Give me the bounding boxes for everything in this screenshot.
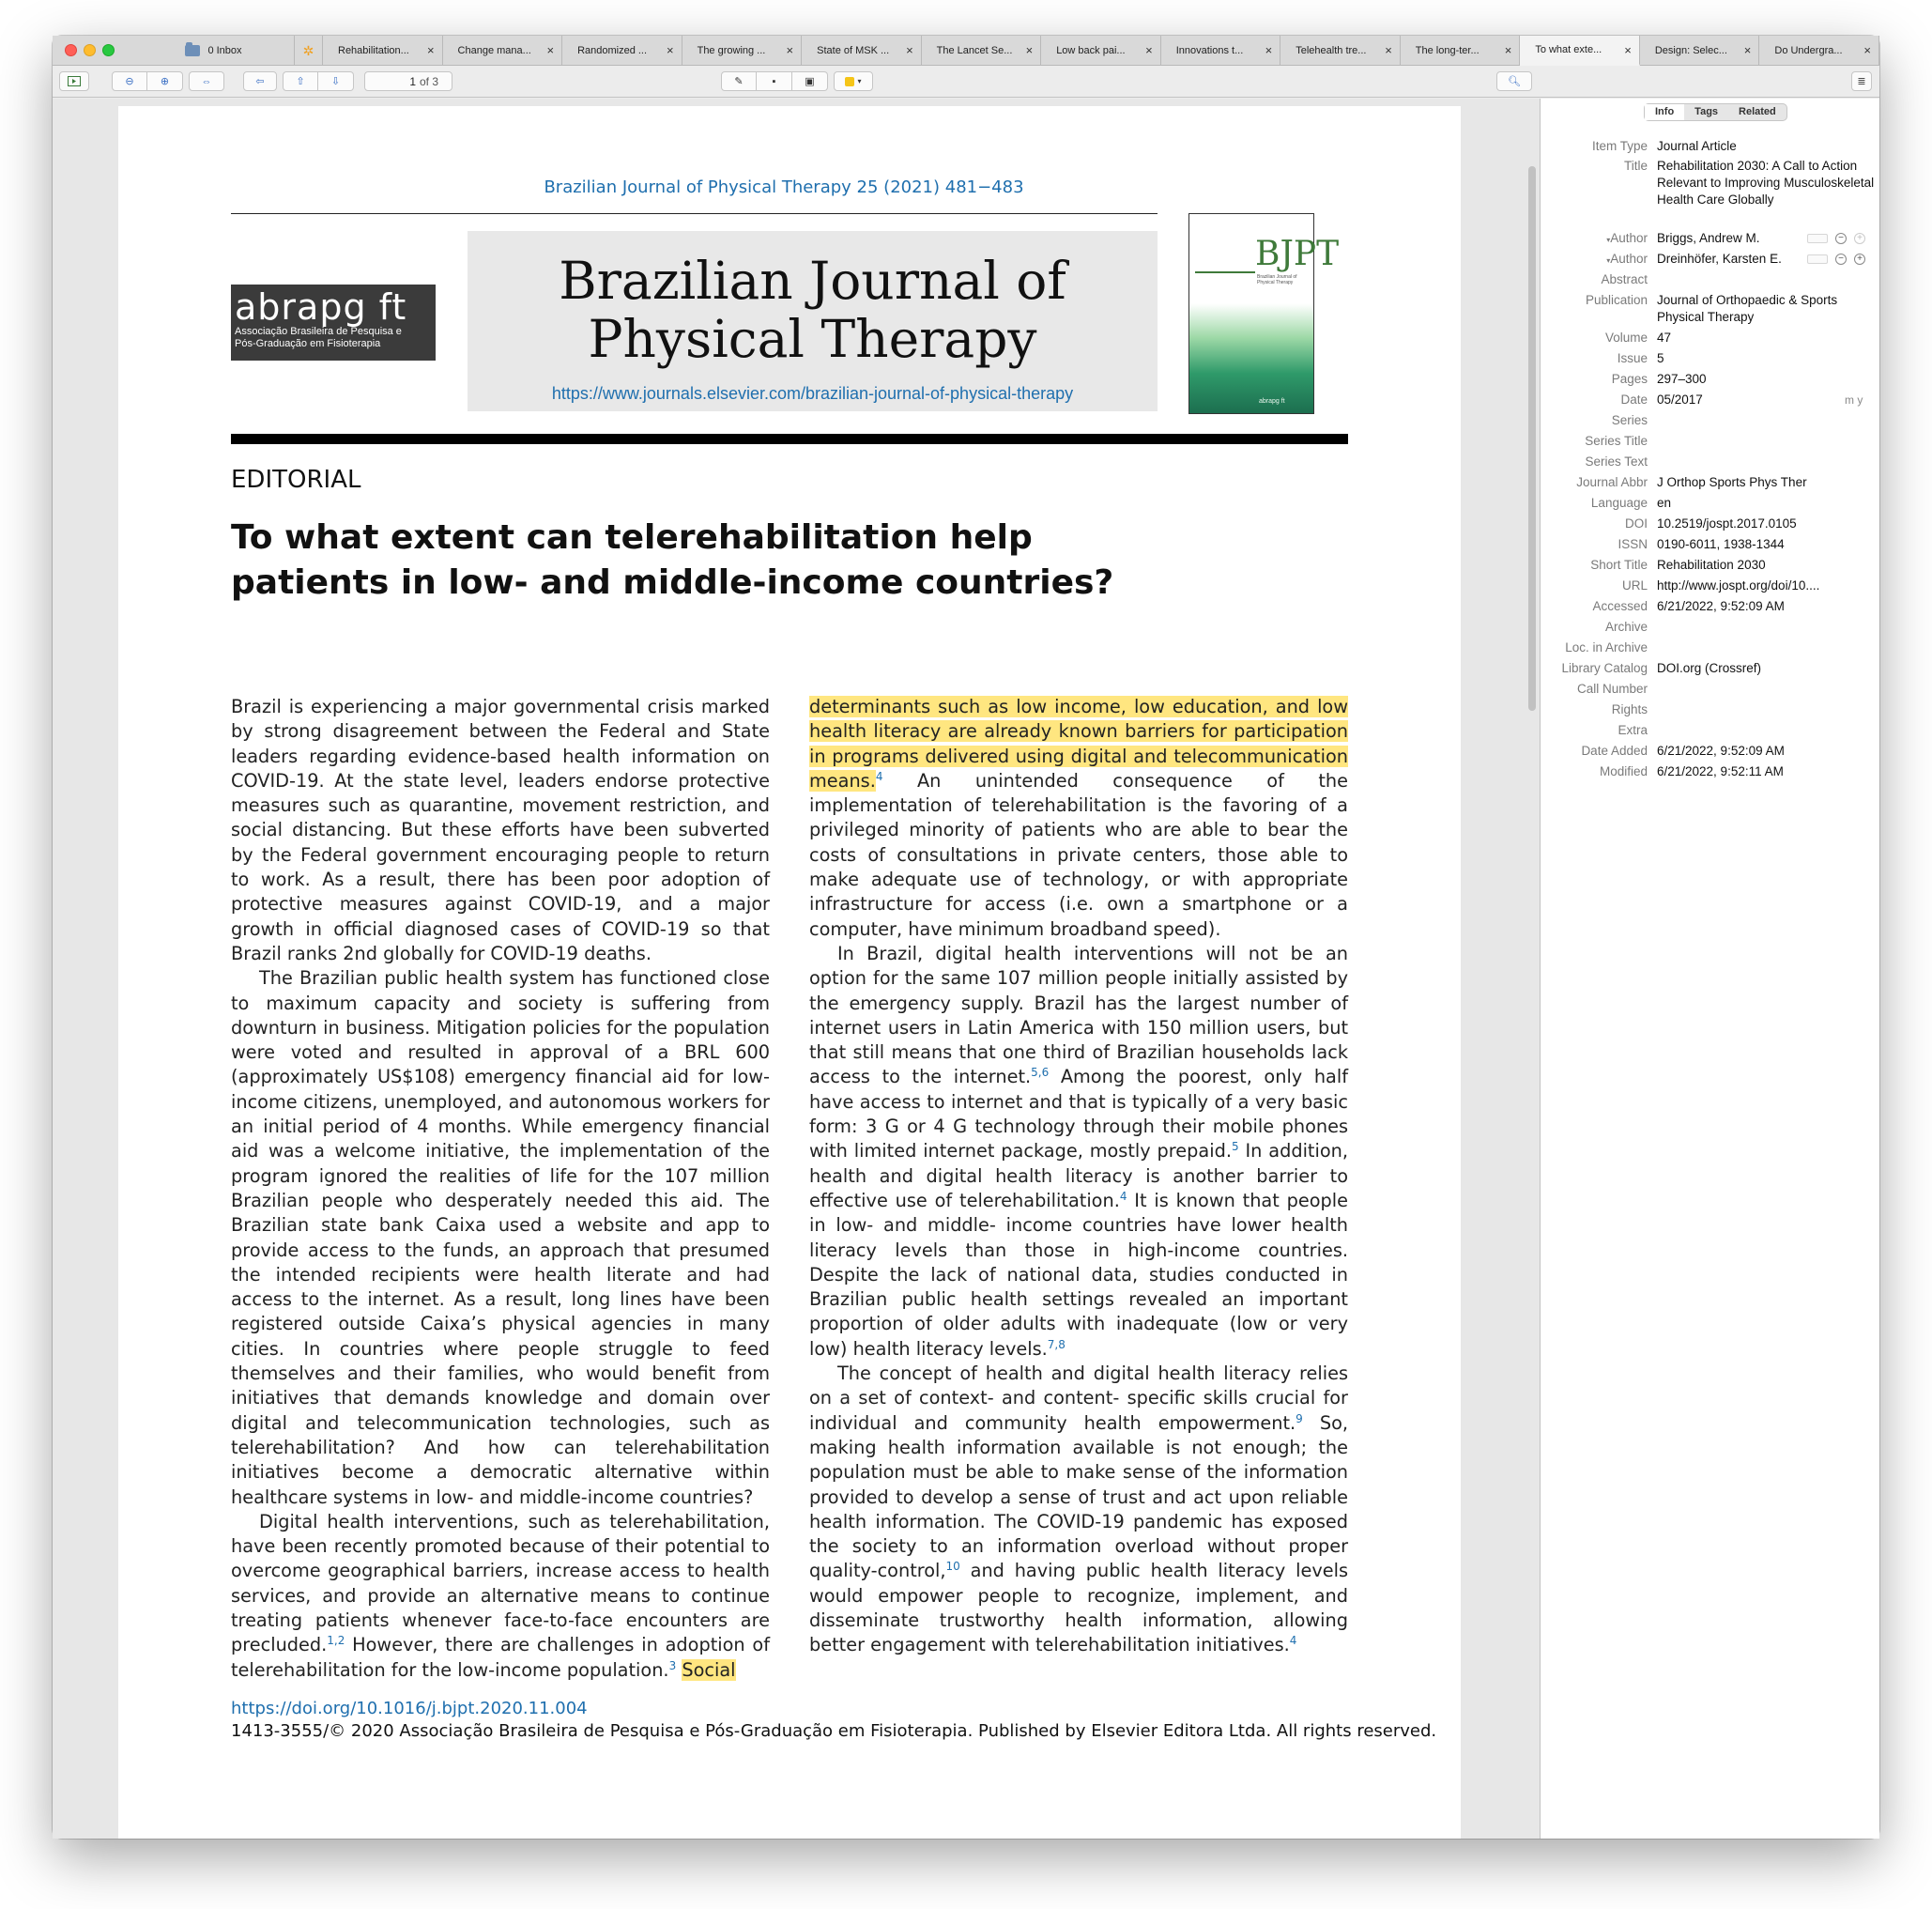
field-label: Library Catalog xyxy=(1561,661,1648,675)
field-label: Loc. in Archive xyxy=(1565,640,1648,654)
field-value: 6/21/2022, 9:52:09 AM xyxy=(1657,744,1785,758)
field-label: Volume xyxy=(1604,331,1648,345)
field-value[interactable]: Journal Article xyxy=(1657,139,1737,153)
journal-url-link[interactable]: https://www.journals.elsevier.com/brazilian-journal-of-physical-therapy xyxy=(551,384,1074,403)
field-value[interactable]: 5 xyxy=(1657,351,1664,365)
logo-subtitle: Associação Brasileira de Pesquisa e xyxy=(235,326,402,337)
tab-item[interactable] xyxy=(802,36,922,66)
tab-bar xyxy=(53,36,1879,66)
paragraph-text: In Brazil, digital health interventions will not be an option for the same 107 million people initially assisted by the emergency supply. Brazil has the largest number of internet users in Latin America with 150 million users, but that still means that one third of Brazilian households lack access to the internet. xyxy=(809,942,1348,1088)
author-label: Author xyxy=(1610,231,1648,245)
field-label: Date Added xyxy=(1581,744,1648,758)
close-tab-icon[interactable]: × xyxy=(1025,43,1034,57)
citation-link[interactable]: 4 xyxy=(1119,1189,1127,1203)
annotation-color-picker[interactable] xyxy=(834,71,873,91)
paragraph: Brazil is experiencing a major governmental crisis marked by strong disagreement between the Federal and State leaders regarding evidence-based health information on COVID-19. At the state level, leaders endorse protective measures such as quarantine, movement restriction, and social distancing. But these efforts have been subverted by the Federal government encouraging people to return to work. As a result, there has been poor adoption of protective measures against COVID-19, and a major growth in official diagnosed cases of COVID-19 so that Brazil ranks 2nd globally for COVID-19 deaths. xyxy=(231,696,770,964)
close-tab-icon[interactable]: × xyxy=(426,43,435,57)
highlight-annotation[interactable]: Social xyxy=(682,1658,736,1681)
citation-link[interactable]: 10 xyxy=(945,1560,960,1574)
field-value[interactable]: Dreinhöfer, Karsten E. xyxy=(1657,252,1782,266)
area-select-icon: ▣ xyxy=(805,76,815,87)
cover-rule xyxy=(1195,271,1255,273)
field-label: Issue xyxy=(1617,351,1648,365)
field-value[interactable]: en xyxy=(1657,496,1672,510)
field-label: ISSN xyxy=(1618,537,1648,551)
field-value[interactable]: 10.2519/jospt.2017.0105 xyxy=(1657,516,1797,531)
page-number-input[interactable] xyxy=(364,71,452,91)
tab-item[interactable] xyxy=(323,36,443,66)
close-tab-icon[interactable]: × xyxy=(546,43,555,57)
masthead-rule xyxy=(231,434,1348,444)
minimize-window-button[interactable] xyxy=(84,44,96,56)
field-label: Series Title xyxy=(1585,434,1648,448)
reader-toolbar xyxy=(53,66,1879,98)
app-window xyxy=(53,36,1879,1839)
paragraph-text: Among the poorest, only half have access to internet and that is typically of a very basic form: 3 G or 4 G technology through their mobile phones with limited internet package, mostly prepaid. xyxy=(809,1066,1349,1162)
tab-label: Innovations t... xyxy=(1175,45,1244,56)
add-author-icon[interactable]: + xyxy=(1854,233,1865,244)
tab-item[interactable] xyxy=(1759,36,1879,66)
citation-link[interactable]: 9 xyxy=(1296,1411,1303,1425)
vertical-scrollbar[interactable] xyxy=(1528,166,1536,711)
paragraph-text: However, there are challenges in adoption of telerehabilitation for the low-income population. xyxy=(231,1634,770,1681)
zoom-window-button[interactable] xyxy=(102,44,115,56)
close-tab-icon[interactable]: × xyxy=(1145,43,1153,57)
pdf-page xyxy=(118,106,1461,1839)
disclosure-icon[interactable]: ▾ xyxy=(1606,256,1611,265)
tab-item[interactable] xyxy=(1401,36,1521,66)
article-title: To what extent can telerehabilitation help patients in low- and middle-income countries? xyxy=(231,518,1114,602)
search-button[interactable] xyxy=(1496,71,1532,91)
page-current: 1 xyxy=(409,74,416,88)
tab-library[interactable] xyxy=(133,36,295,66)
paragraph-text: In addition, health and digital health literacy is another barrier to effective use of telerehabilitation. xyxy=(809,1140,1348,1211)
field-label: Title xyxy=(1623,159,1648,173)
pencil-icon: ✎ xyxy=(734,76,744,87)
paragraph-text: Digital health interventions, such as telerehabilitation, have been recently promoted because of their potential to overcome geographical barriers, increase access to health services, and provide an alternative means to continue treating patients whenever face-to-face encounters are precluded. xyxy=(231,1510,770,1656)
close-tab-icon[interactable]: × xyxy=(1624,43,1632,57)
field-label: Abstract xyxy=(1601,272,1648,286)
field-label: Journal Abbr xyxy=(1576,475,1648,489)
tab-item[interactable] xyxy=(562,36,682,66)
fit-width-button[interactable] xyxy=(189,71,224,91)
tab-info[interactable]: Info xyxy=(1645,104,1684,120)
doi-link[interactable]: https://doi.org/10.1016/j.bjpt.2020.11.004 xyxy=(231,1699,588,1718)
zoom-in-icon: ⊕ xyxy=(160,76,170,87)
previous-page-button[interactable] xyxy=(283,71,318,91)
author-label: Author xyxy=(1610,252,1648,266)
tab-label: Change mana... xyxy=(457,45,531,56)
field-label[interactable]: URL xyxy=(1621,578,1648,593)
field-value[interactable]: 297–300 xyxy=(1657,372,1707,386)
fit-width-icon: ⇔ xyxy=(201,75,212,87)
pane-tab-switcher xyxy=(1644,103,1787,121)
search-icon: 🔍︎ xyxy=(1508,76,1521,87)
cover-subtitle: Brazilian Journal of Physical Therapy xyxy=(1257,274,1297,285)
paragraph-text: and having public health literacy levels would empower people to recognize, implement, and disseminate trustworthy health information, allowing better engagement with telerehabilitation initiatives. xyxy=(809,1560,1348,1656)
field-label: Call Number xyxy=(1576,682,1648,696)
item-info-pane xyxy=(1540,99,1879,1839)
field-value[interactable]: Briggs, Andrew M. xyxy=(1657,231,1760,245)
field-value[interactable]: 0190-6011, 1938-1344 xyxy=(1657,537,1785,551)
toggle-sidebar-button[interactable] xyxy=(59,71,89,91)
tab-item[interactable] xyxy=(443,36,563,66)
tab-item[interactable] xyxy=(1041,36,1161,66)
tab-label: Low back pai... xyxy=(1056,45,1126,56)
journal-banner xyxy=(468,231,1158,411)
citation-link[interactable]: 1,2 xyxy=(327,1634,345,1648)
field-label: Date xyxy=(1620,393,1648,407)
paragraph-text: The concept of health and digital health literacy relies on a set of context- and content- specific skills crucial for individual and community health empowerment. xyxy=(809,1362,1348,1434)
field-label: Publication xyxy=(1585,293,1648,307)
note-icon: ▪ xyxy=(772,75,776,87)
pdf-reader[interactable] xyxy=(53,99,1540,1839)
paragraph-text: It is known that people in low- and middle- income countries have lower health literacy levels than those in high-income countries. Despite the lack of national data, studies conducted in Brazilian public health settings revealed an important proportion of older adults with inadequate (low or very low) health literacy levels. xyxy=(809,1189,1348,1360)
paragraph-text: So, making health information available is not enough; the population must be able to make sense of the information provided to develop a sense of trust and act upon reliable health information. The COVID-19 pandemic has exposed the society to an information overload without proper quality-control, xyxy=(809,1411,1348,1582)
field-label: Extra xyxy=(1618,723,1648,737)
creator-mode-toggle[interactable] xyxy=(1807,254,1828,264)
field-label: Short Title xyxy=(1590,558,1648,572)
field-label: Pages xyxy=(1611,372,1648,386)
note-tool-button[interactable] xyxy=(757,71,792,91)
cover-title: BJPT xyxy=(1255,235,1340,273)
field-label: Series xyxy=(1611,413,1648,427)
tab-label: To what exte... xyxy=(1535,44,1602,55)
field-value[interactable]: Journal of Orthopaedic & Sports Physical Therapy xyxy=(1657,293,1838,324)
close-tab-icon[interactable]: × xyxy=(1504,43,1512,57)
close-tab-icon[interactable]: × xyxy=(1385,43,1392,57)
remove-author-icon[interactable]: − xyxy=(1835,254,1847,265)
pin-tab-icon[interactable]: ✲ xyxy=(295,36,323,66)
citation-link[interactable]: 3 xyxy=(668,1658,677,1672)
arrow-left-icon: ⇦ xyxy=(255,76,265,87)
arrow-down-icon: ⇩ xyxy=(330,76,341,87)
area-tool-button[interactable] xyxy=(792,71,828,91)
tab-item[interactable] xyxy=(1280,36,1401,66)
date-format-hint: m y xyxy=(1845,393,1863,407)
paragraph: The Brazilian public health system has functioned close to maximum capacity and society is suffering from downturn in business. Mitigation policies for the population were voted and resulted in approval of a BRL 600 (approximately US$108) emergency financial aid for low-income citizens, unemployed, and autonomous workers for an initial period of 4 months. While emergency financial aid was a welcome initiative, the implementation of the program ignored the realities of life for the 107 million Brazilian people who desperately needed this aid. The Brazilian state bank Caixa used a website and app to provide access to the funds, an approach that presumed the intended recipients were health literate and had access to the internet. As a result, long lines have been registered outside Caixa’s physical agencies in many cities. In countries where people struggle to feed themselves and their families, who would benefit from initiatives that demands knowledge and domain over digital and telecommunication technologies, such as telerehabilitation? And how can telerehabilitation initiatives become a democratic alternative within healthcare systems in low- and middle-income countries? xyxy=(231,967,770,1508)
field-value: 6/21/2022, 9:52:11 AM xyxy=(1657,764,1784,778)
close-tab-icon[interactable]: × xyxy=(667,43,674,57)
header-divider xyxy=(231,213,1158,214)
body-column-left xyxy=(231,695,770,1683)
paragraph xyxy=(809,942,1348,1362)
citation-link[interactable]: 4 xyxy=(1289,1634,1297,1648)
citation-link[interactable]: 5 xyxy=(1231,1140,1239,1154)
notes-pane-icon: ≣ xyxy=(1857,76,1866,87)
abrapg-logo xyxy=(231,285,436,361)
field-label: Accessed xyxy=(1592,599,1648,613)
tab-label: Design: Selec... xyxy=(1654,45,1727,56)
field-value[interactable]: 05/2017 xyxy=(1657,393,1703,407)
field-value[interactable]: 47 xyxy=(1657,331,1672,345)
close-tab-icon[interactable]: × xyxy=(1863,43,1871,57)
citation-link[interactable]: 5,6 xyxy=(1031,1066,1050,1080)
tab-list xyxy=(323,36,1879,66)
tab-library-label: 0 Inbox xyxy=(207,45,242,56)
paragraph xyxy=(809,695,1348,942)
tab-label: The long-ter... xyxy=(1415,45,1480,56)
journal-cover-image xyxy=(1188,213,1340,414)
section-label: EDITORIAL xyxy=(231,466,361,494)
journal-name-line: Brazilian Journal of xyxy=(559,251,1066,311)
remove-author-icon[interactable]: − xyxy=(1835,233,1847,244)
chevron-down-icon: ▾ xyxy=(857,77,862,85)
cover-logo: abrapg ft xyxy=(1259,398,1285,405)
zoom-out-icon: ⊖ xyxy=(125,76,134,87)
field-value[interactable]: J Orthop Sports Phys Ther xyxy=(1657,475,1807,489)
copyright-notice: 1413-3555/© 2020 Associação Brasileira de Pesquisa e Pós-Graduação em Fisioterapia. Published by Elsevier Editora Ltda. All rights reserved. xyxy=(231,1721,1437,1741)
field-value[interactable]: http://www.jospt.org/doi/10.... xyxy=(1657,578,1820,593)
page-total: of 3 xyxy=(420,74,439,88)
disclosure-icon[interactable]: ▾ xyxy=(1606,236,1611,244)
field-label xyxy=(1541,230,1648,249)
field-label: Item Type xyxy=(1591,139,1648,153)
tab-label: Rehabilitation... xyxy=(338,45,409,56)
logo-subtitle: Pós-Graduação em Fisioterapia xyxy=(235,338,381,349)
field-value[interactable]: 6/21/2022, 9:52:09 AM xyxy=(1657,599,1785,613)
arrow-up-icon: ⇧ xyxy=(296,76,305,87)
field-label xyxy=(1541,251,1648,269)
citation-link[interactable]: 4 xyxy=(875,769,883,783)
field-value[interactable]: Rehabilitation 2030 xyxy=(1657,558,1766,572)
tab-related[interactable]: Related xyxy=(1739,106,1776,117)
tab-item-active[interactable] xyxy=(1520,36,1640,66)
highlight-annotation[interactable]: determinants such as low income, low education, and low health literacy are already known barriers for participation in programs delivered using digital and telecommunication means. xyxy=(809,696,1348,792)
field-label: Rights xyxy=(1611,702,1648,716)
tab-label: The Lancet Se... xyxy=(936,45,1013,56)
field-value[interactable]: Rehabilitation 2030: A Call to Action Relevant to Improving Musculoskeletal Health Care Globally xyxy=(1657,159,1875,207)
add-author-icon[interactable]: + xyxy=(1854,254,1865,265)
close-tab-icon[interactable]: × xyxy=(906,43,913,57)
color-swatch-icon xyxy=(845,77,854,86)
close-window-button[interactable] xyxy=(65,44,77,56)
field-label: Language xyxy=(1590,496,1648,510)
creator-mode-toggle[interactable] xyxy=(1807,234,1828,243)
tab-label: Do Undergra... xyxy=(1774,45,1843,56)
journal-reference: Brazilian Journal of Physical Therapy 25 (2021) 481−483 xyxy=(544,177,1024,197)
journal-name-line: Physical Therapy xyxy=(588,309,1037,369)
tab-item[interactable] xyxy=(682,36,803,66)
sidebar-icon xyxy=(68,76,81,86)
paragraph-text: An unintended consequence of the implementation of telerehabilitation is the favoring of a privileged minority of patients who are able to bear the costs of consultations in private centers, those able to make adequate use of technology, or with appropriate infrastructure for access (i.e. own a smartphone or a computer, have minimum broadband speed). xyxy=(809,769,1348,940)
journal-name xyxy=(468,252,1158,368)
paragraph xyxy=(809,1362,1348,1658)
close-tab-icon[interactable]: × xyxy=(786,43,794,57)
zoom-out-button[interactable] xyxy=(112,71,147,91)
body-column-right xyxy=(809,695,1348,1658)
next-page-button[interactable] xyxy=(318,71,354,91)
close-tab-icon[interactable]: × xyxy=(1265,43,1273,57)
field-label: DOI xyxy=(1624,516,1648,531)
paragraph xyxy=(231,1510,770,1683)
folder-icon xyxy=(185,45,200,56)
close-tab-icon[interactable]: × xyxy=(1743,43,1752,57)
field-value[interactable]: DOI.org (Crossref) xyxy=(1657,661,1762,675)
field-label: Archive xyxy=(1604,620,1648,634)
tab-item[interactable] xyxy=(922,36,1042,66)
highlight-tool-button[interactable] xyxy=(721,71,757,91)
tab-label: State of MSK ... xyxy=(817,45,890,56)
tab-item[interactable] xyxy=(1640,36,1760,66)
tab-item[interactable] xyxy=(1161,36,1281,66)
logo-text: abrapg ft xyxy=(235,286,407,328)
tab-label: Telehealth tre... xyxy=(1296,45,1367,56)
field-label: Modified xyxy=(1599,764,1648,778)
zoom-in-button[interactable] xyxy=(147,71,183,91)
toggle-context-pane-button[interactable] xyxy=(1851,71,1872,91)
field-label: Series Text xyxy=(1585,454,1648,469)
tab-label: The growing ... xyxy=(697,45,766,56)
tab-tags[interactable]: Tags xyxy=(1694,106,1719,117)
citation-link[interactable]: 7,8 xyxy=(1047,1337,1066,1351)
navigate-back-button[interactable] xyxy=(243,71,277,91)
tab-label: Randomized ... xyxy=(577,45,648,56)
